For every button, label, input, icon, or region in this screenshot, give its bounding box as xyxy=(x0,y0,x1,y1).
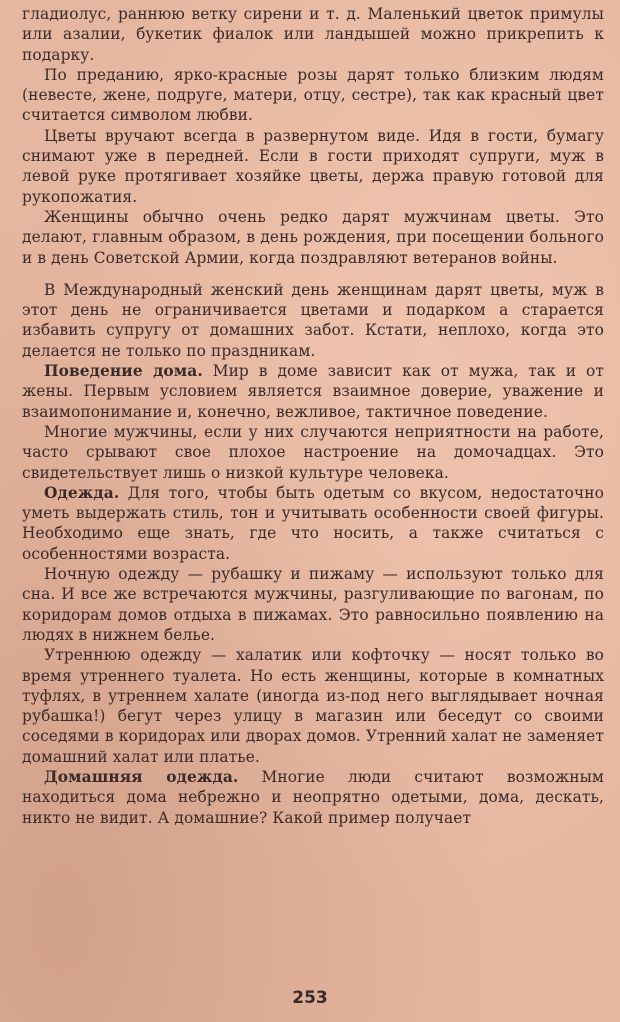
paragraph-text: Для того, чтобы быть одетым со вкусом, недостаточно уметь выдержать стиль, тон и учитывать особенности своей фигуры. Необходимо еще знать, где что носить, а также считаться с особенностями возраста. xyxy=(22,483,604,563)
paragraph-troubles-at-work xyxy=(22,422,604,483)
page-text xyxy=(22,4,604,828)
page-number: 253 xyxy=(292,988,328,1008)
paragraph-text: Многие люди считают возможным находиться дома небрежно и неопрятно одетыми, дома, дескать, никто не видит. А домашние? Какой пример получает xyxy=(22,767,604,827)
paragraph-women-give-flowers xyxy=(22,207,604,268)
paragraph-text: В Международный женский день женщинам дарят цветы, муж в этот день не ограничивается цветами и подарком а старается избавить супругу от домашних забот. Кстати, неплохо, когда это делается не только по праздникам. xyxy=(22,280,604,360)
paragraph-text: Многие мужчины, если у них случаются неприятности на работе, часто срывают свое плохое настроение на домочадцах. Это свидетельствует лишь о низкой культуре человека. xyxy=(22,422,604,482)
paragraph-text: Утреннюю одежду — халатик или кофточку — носят только во время утреннего туалета. Но есть женщины, которые в комнатных туфлях, в утреннем халате (иногда из-под него выглядывает ночная рубашка!) бегут через улицу в магазин или беседут со своими соседями в коридорах или дворах домов. Утренний халат не заменяет домашний халат или платье. xyxy=(22,646,604,766)
section-heading: Поведение дома. xyxy=(44,362,203,381)
paragraph-clothing xyxy=(22,483,604,564)
paragraph-home-clothing xyxy=(22,767,604,828)
section-heading: Одежда. xyxy=(44,483,120,502)
paragraph-gladiolus xyxy=(22,4,604,65)
paragraph-unwrapped-flowers xyxy=(22,126,604,207)
section-heading: Домашняя одежда. xyxy=(44,767,239,786)
paragraph-red-roses xyxy=(22,65,604,126)
paragraph-text: Женщины обычно очень редко дарят мужчинам цветы. Это делают, главным образом, в день рождения, при посещении больного и в день Советской Армии, когда поздравляют ветеранов войны. xyxy=(22,207,604,267)
paragraph-text: Цветы вручают всегда в развернутом виде. Идя в гости, бумагу снимают уже в передней. Если в гости приходят супруги, муж в левой руке протягивает хозяйке цветы, держа правую готовой для рукопожатия. xyxy=(22,126,604,206)
paragraph-text: По преданию, ярко-красные розы дарят только близким людям (невесте, жене, подруге, матери, отцу, сестре), так как красный цвет считается символом любви. xyxy=(22,65,604,125)
paragraph-womens-day xyxy=(22,280,604,361)
paragraph-text: гладиолус, раннюю ветку сирени и т. д. Маленький цветок примулы или азалии, букетик фиалок или ландышей можно прикрепить к подарку. xyxy=(22,5,604,64)
paragraph-text: Мир в доме зависит как от мужа, так и от жены. Первым условием является взаимное доверие, уважение и взаимопонимание и, конечно, вежливое, тактичное поведение. xyxy=(22,362,605,421)
paragraph-home-behavior xyxy=(22,361,604,422)
paragraph-text: Ночную одежду — рубашку и пижаму — используют только для сна. И все же встречаются мужчины, разгуливающие по вагонам, по коридорам домов отдыха в пижамах. Это равносильно появлению на людях в нижнем белье. xyxy=(22,565,604,644)
paragraph-night-clothing xyxy=(22,564,604,645)
paragraph-morning-clothing xyxy=(22,645,604,767)
